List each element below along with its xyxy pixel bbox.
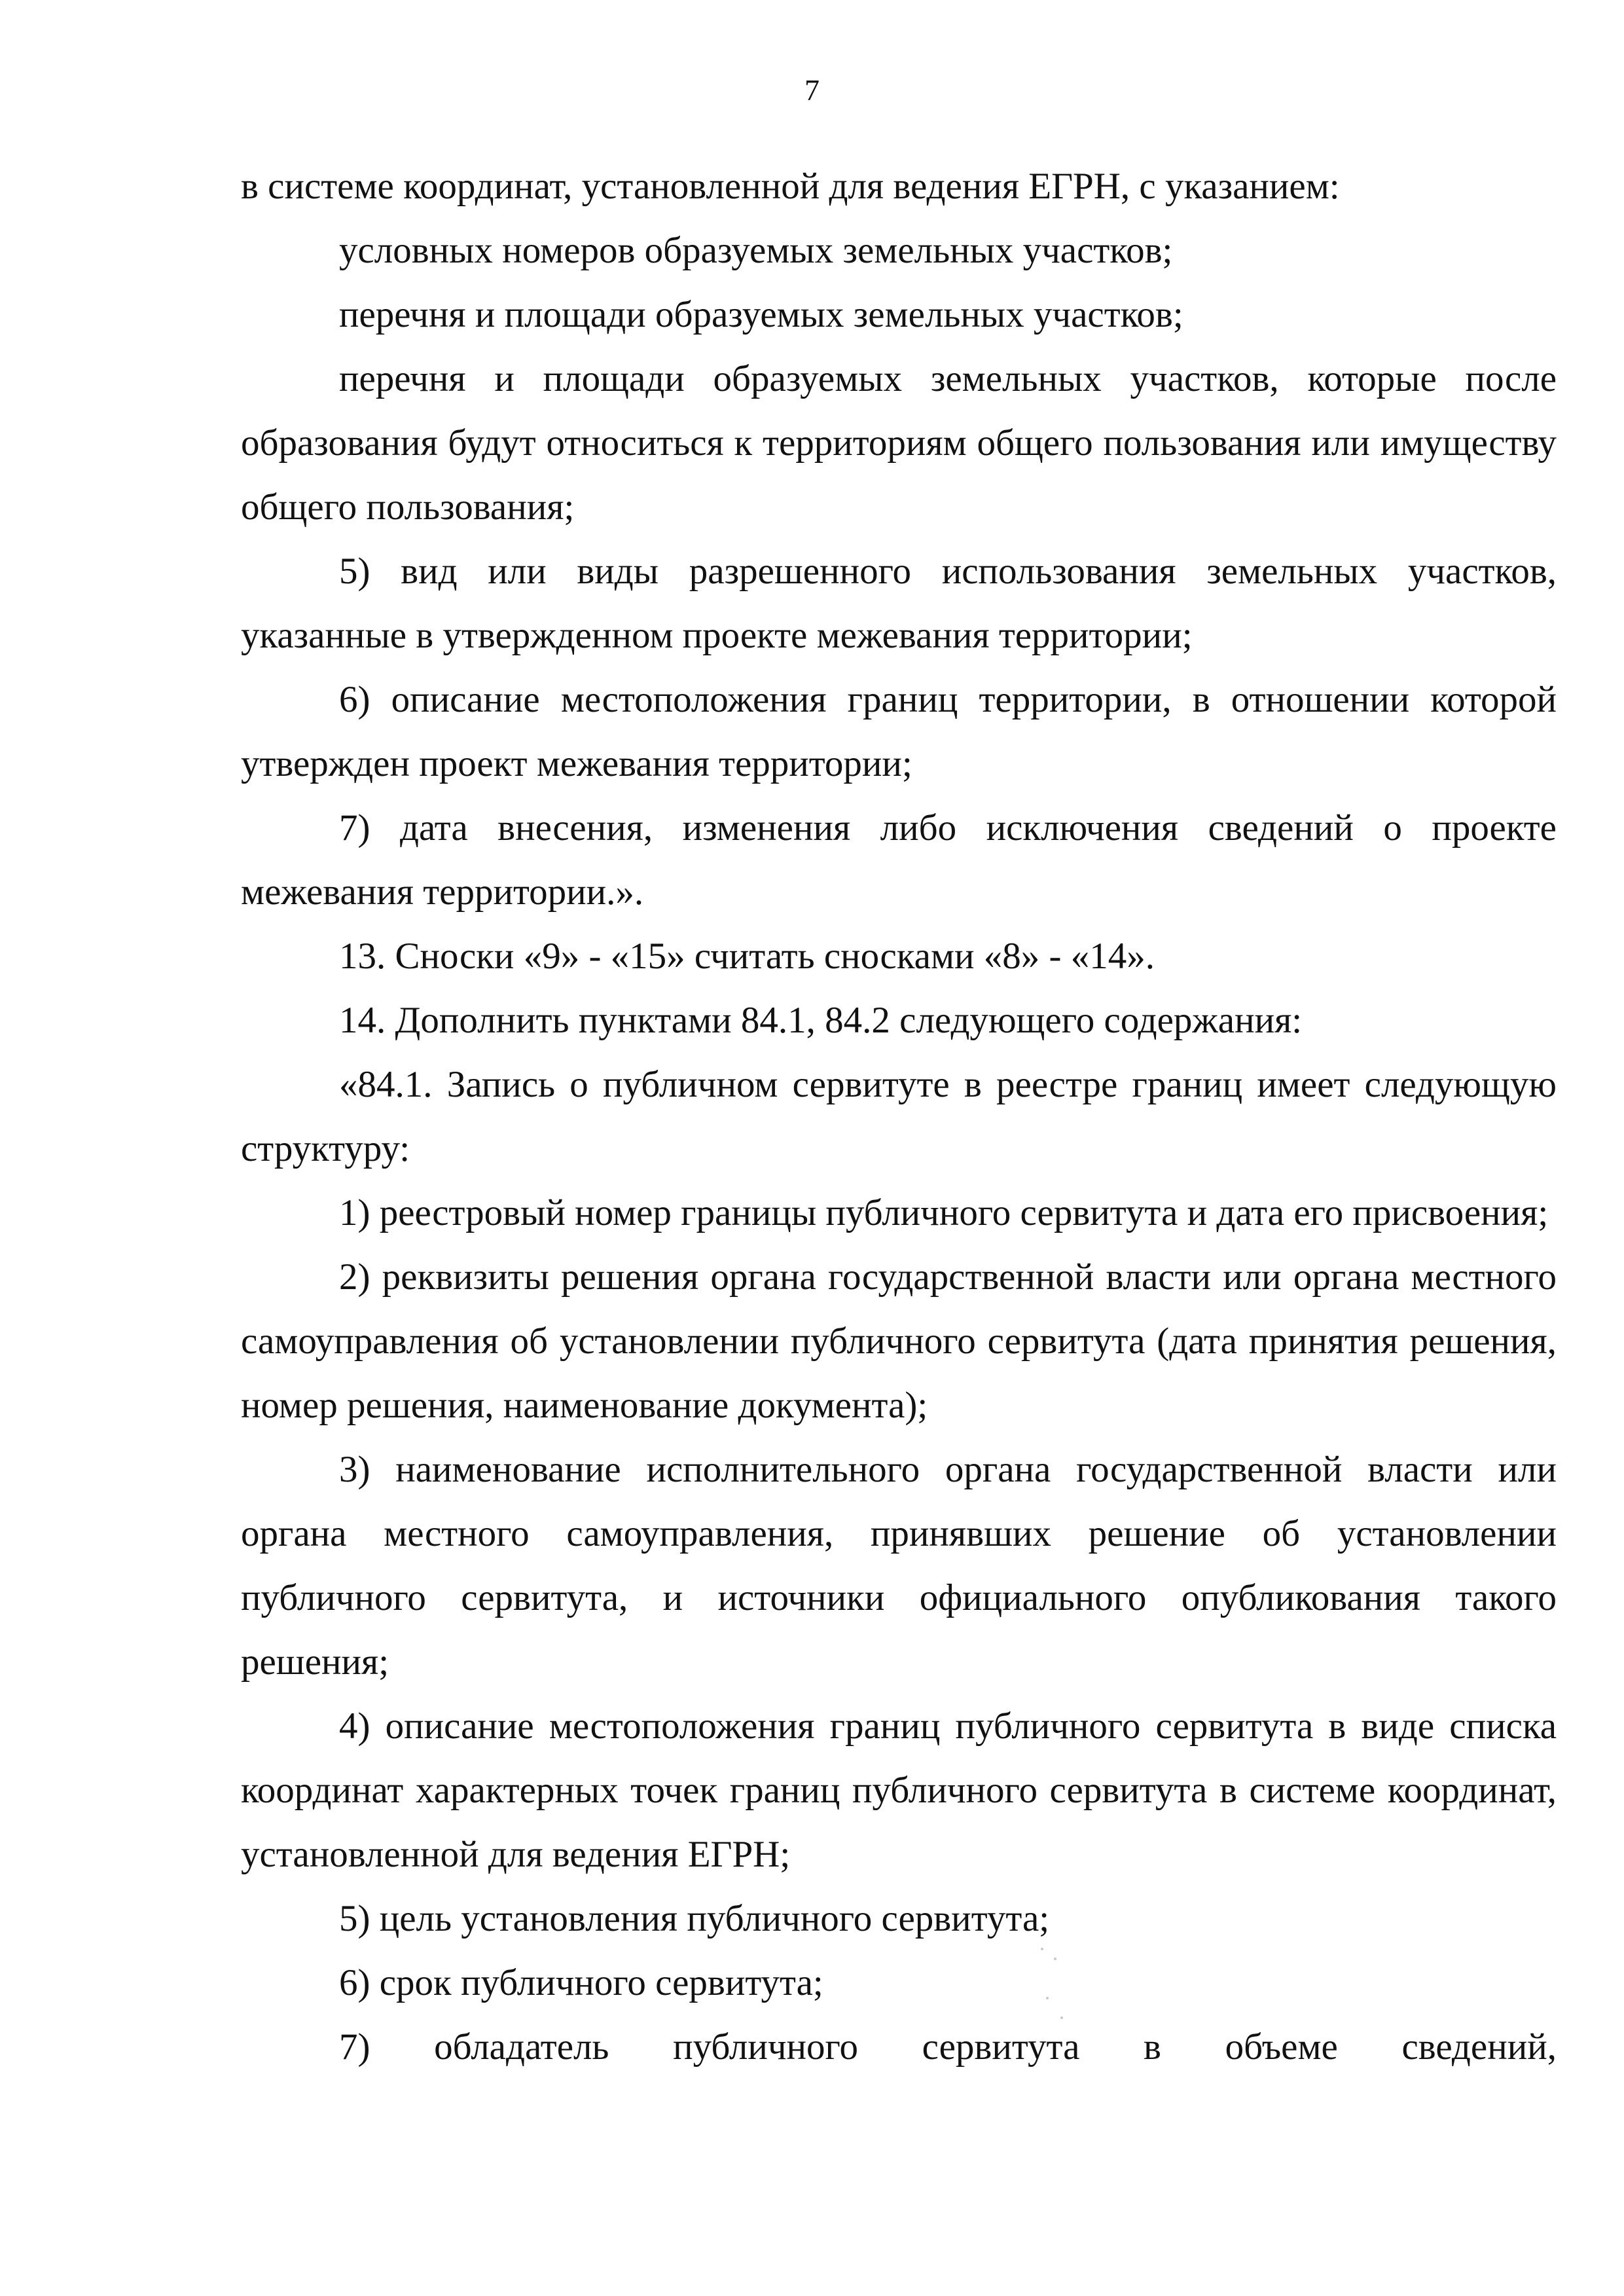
page-number: 7: [804, 73, 820, 107]
paragraph-clause-84-1: «84.1. Запись о публичном сервитуте в реестре границ имеет следующую структуру:: [241, 1064, 1557, 1169]
paragraph-subitem-7: 7) обладатель публичного сервитута в объеме сведений,: [339, 2026, 1557, 2068]
paragraph-clause-14: 14. Дополнить пунктами 84.1, 84.2 следующего содержания:: [339, 1000, 1303, 1041]
paragraph-subitem-3: 3) наименование исполнительного органа государственной власти или органа местного самоуправления, принявших решение об установлении публичного сервитута, и источники официального опубликования такого решения;: [241, 1449, 1557, 1683]
paragraph-subitem-5: 5) цель установления публичного сервитута;: [339, 1898, 1050, 1939]
scan-artifact: [1054, 1958, 1056, 1960]
document-body: [241, 155, 1557, 2079]
paragraph-subitem-6: 6) срок публичного сервитута;: [339, 1962, 823, 2003]
paragraph-list-item: условных номеров образуемых земельных участков;: [339, 230, 1173, 271]
scan-artifact: [1046, 1997, 1049, 1999]
paragraph-clause-13: 13. Сноски «9» - «15» считать сносками «8» - «14».: [339, 936, 1155, 977]
paragraph-subitem-2: 2) реквизиты решения органа государственной власти или органа местного самоуправления об установлении публичного сервитута (дата принятия решения, номер решения, наименование документа);: [241, 1256, 1557, 1426]
paragraph-item-7: 7) дата внесения, изменения либо исключения сведений о проекте межевания территории.».: [241, 807, 1557, 913]
paragraph-item-6: 6) описание местоположения границ территории, в отношении которой утвержден проект межевания территории;: [241, 679, 1557, 784]
paragraph-subitem-1: 1) реестровый номер границы публичного сервитута и дата его присвоения;: [339, 1192, 1549, 1233]
paragraph-item-5: 5) вид или виды разрешенного использования земельных участков, указанные в утвержденном проекте межевания территории;: [241, 551, 1557, 656]
scan-artifact: [1041, 1948, 1043, 1950]
paragraph-subitem-4: 4) описание местоположения границ публичного сервитута в виде списка координат характерных точек границ публичного сервитута в системе координат, установленной для ведения ЕГРН;: [241, 1705, 1557, 1875]
paragraph-list-item: перечня и площади образуемых земельных участков, которые после образования будут относиться к территориям общего пользования или имуществу общего пользования;: [241, 358, 1557, 528]
paragraph-list-item: перечня и площади образуемых земельных участков;: [339, 294, 1183, 335]
scan-artifact: [1060, 2016, 1063, 2019]
paragraph-continuation: в системе координат, установленной для ведения ЕГРН, с указанием:: [241, 166, 1340, 207]
